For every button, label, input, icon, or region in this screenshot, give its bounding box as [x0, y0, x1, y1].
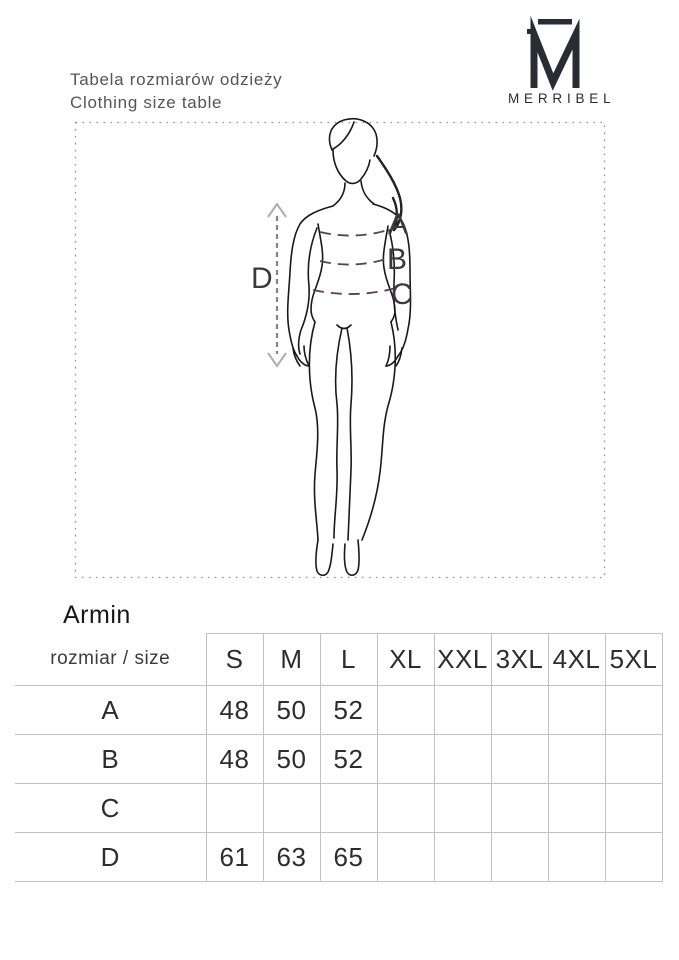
product-name: Armin	[63, 601, 131, 629]
body-sketch	[288, 119, 411, 576]
measure-label-b: B	[387, 243, 408, 276]
corner-label: rozmiar / size	[15, 634, 206, 686]
merribel-logo	[508, 19, 615, 106]
value-cell: 50	[263, 686, 320, 735]
bust-line	[320, 230, 388, 236]
logo-m-icon	[534, 34, 576, 88]
value-cell	[434, 833, 491, 882]
value-cell	[605, 784, 662, 833]
value-cell	[434, 686, 491, 735]
value-cell	[491, 784, 548, 833]
value-cell: 63	[263, 833, 320, 882]
value-cell: 48	[206, 686, 263, 735]
value-cell: 52	[320, 686, 377, 735]
size-col-header: 3XL	[491, 634, 548, 686]
hip-line	[313, 288, 396, 294]
measure-label-a: A	[388, 208, 409, 241]
value-cell: 65	[320, 833, 377, 882]
value-cell: 52	[320, 735, 377, 784]
size-col-header: 4XL	[548, 634, 605, 686]
value-cell	[605, 833, 662, 882]
value-cell	[491, 735, 548, 784]
row-label: D	[15, 833, 206, 882]
table-row	[15, 833, 662, 882]
size-col-header: 5XL	[605, 634, 662, 686]
table-row	[15, 686, 662, 735]
value-cell: 61	[206, 833, 263, 882]
value-cell	[377, 833, 434, 882]
value-cell	[491, 686, 548, 735]
value-cell	[377, 784, 434, 833]
value-cell	[605, 735, 662, 784]
size-col-header: S	[206, 634, 263, 686]
value-cell	[206, 784, 263, 833]
size-table	[15, 633, 663, 882]
value-cell	[434, 735, 491, 784]
page-title-pl: Tabela rozmiarów odzieży	[70, 70, 283, 89]
table-row	[15, 735, 662, 784]
value-cell	[548, 784, 605, 833]
row-label: B	[15, 735, 206, 784]
value-cell	[548, 735, 605, 784]
size-col-header: L	[320, 634, 377, 686]
row-label: A	[15, 686, 206, 735]
value-cell	[377, 735, 434, 784]
waist-line	[320, 259, 386, 265]
size-col-header: XL	[377, 634, 434, 686]
value-cell	[548, 686, 605, 735]
table-header-row	[15, 634, 662, 686]
value-cell	[320, 784, 377, 833]
measurement-frame	[76, 123, 605, 578]
measure-label-c: C	[391, 278, 413, 311]
value-cell	[377, 686, 434, 735]
value-cell: 48	[206, 735, 263, 784]
value-cell	[605, 686, 662, 735]
table-row	[15, 784, 662, 833]
value-cell	[434, 784, 491, 833]
value-cell	[491, 833, 548, 882]
row-label: C	[15, 784, 206, 833]
value-cell	[263, 784, 320, 833]
size-col-header: XXL	[434, 634, 491, 686]
value-cell: 50	[263, 735, 320, 784]
brand-wordmark: MERRIBEL	[508, 91, 616, 106]
value-cell	[548, 833, 605, 882]
measure-label-d: D	[251, 262, 273, 295]
logo-bar-icon	[538, 19, 572, 25]
size-col-header: M	[263, 634, 320, 686]
page-title-en: Clothing size table	[70, 93, 223, 112]
